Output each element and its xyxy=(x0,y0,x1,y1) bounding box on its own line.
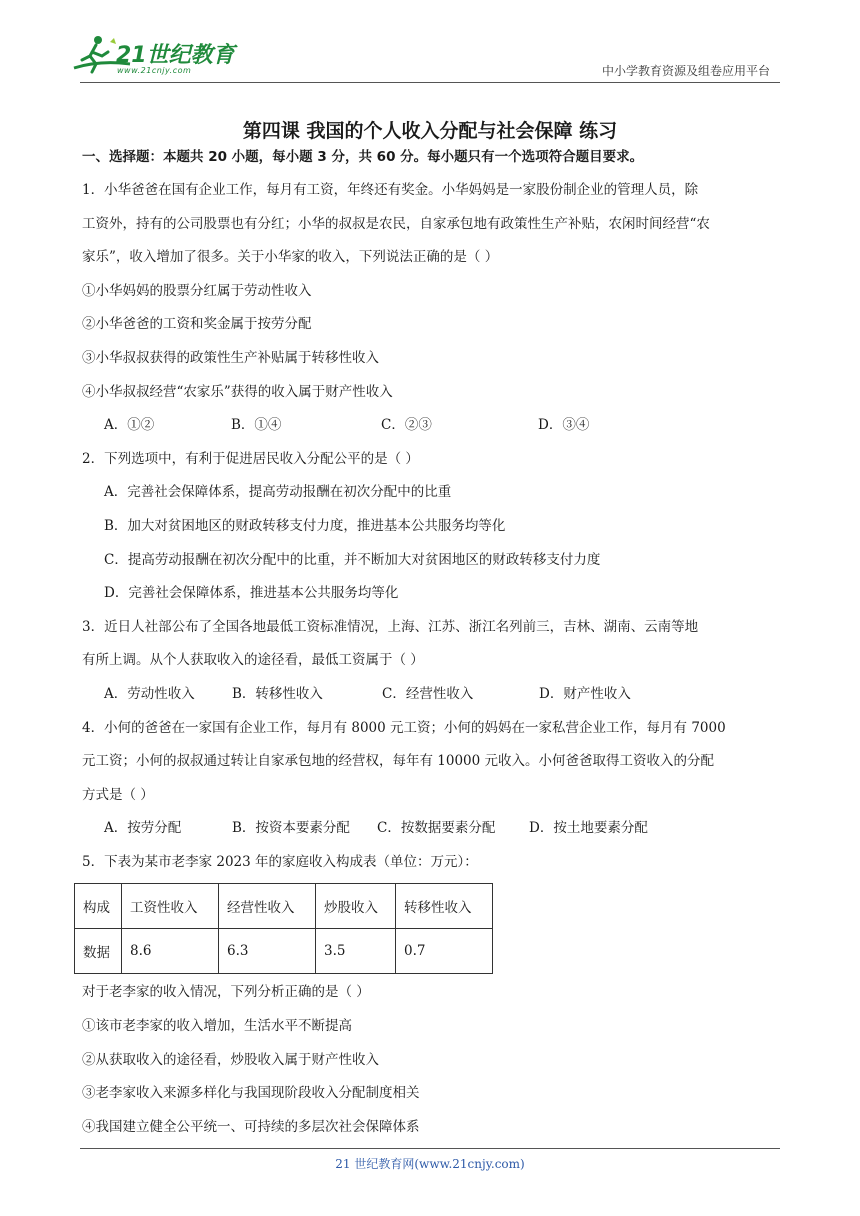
table-header-cell: 工资性收入 xyxy=(122,884,219,929)
q5-item-4: ④我国建立健全公平统一、可持续的多层次社会保障体系 xyxy=(82,1118,420,1135)
q4-options xyxy=(82,812,782,846)
header-divider xyxy=(80,82,780,83)
table-cell: 3.5 xyxy=(316,929,396,974)
q2-stem: 2．下列选项中，有利于促进居民收入分配公平的是（ ） xyxy=(82,450,419,467)
section-heading: 一、选择题：本题共 20 小题，每小题 3 分，共 60 分。每小题只有一个选项符合题目要求。 xyxy=(82,149,644,165)
q5-item-2: ②从获取收入的途径看，炒股收入属于财产性收入 xyxy=(82,1051,379,1068)
q2-option-c: C．提高劳动报酬在初次分配中的比重，并不断加大对贫困地区的财政转移支付力度 xyxy=(104,551,601,568)
q2-option-b: B．加大对贫困地区的财政转移支付力度，推进基本公共服务均等化 xyxy=(104,517,506,534)
q1-item-1: ①小华妈妈的股票分红属于劳动性收入 xyxy=(82,282,312,299)
header-platform-text: 中小学教育资源及组卷应用平台 xyxy=(601,64,770,78)
q3-line-2: 有所上调。从个人获取收入的途径看，最低工资属于（ ） xyxy=(82,652,424,669)
q1-option-a: A．①② xyxy=(104,417,155,434)
q3-option-b: B．转移性收入 xyxy=(232,685,323,702)
q1-item-4: ④小华叔叔经营“农家乐”获得的收入属于财产性收入 xyxy=(82,383,393,400)
table-header-cell: 经营性收入 xyxy=(219,884,316,929)
table-header-cell: 炒股收入 xyxy=(316,884,396,929)
q1-option-d: D．③④ xyxy=(538,417,590,434)
q4-line-1: 4．小何的爸爸在一家国有企业工作，每月有 8000 元工资；小何的妈妈在一家私营企业工作，每月有 7000 xyxy=(82,719,726,736)
q1-line-3: 家乐”，收入增加了很多。关于小华家的收入，下列说法正确的是（ ） xyxy=(82,249,499,266)
logo-url: www.21cnjy.com xyxy=(117,66,192,75)
footer-link[interactable]: 21 世纪教育网(www.21cnjy.com) xyxy=(335,1157,525,1171)
q2-option-a: A．完善社会保障体系，提高劳动报酬在初次分配中的比重 xyxy=(104,484,452,501)
question-content xyxy=(82,146,782,1144)
table-header-cell: 转移性收入 xyxy=(396,884,493,929)
q4-option-c: C．按数据要素分配 xyxy=(377,820,496,837)
q1-item-2: ②小华爸爸的工资和奖金属于按劳分配 xyxy=(82,316,312,333)
q5-item-1: ①该市老李家的收入增加，生活水平不断提高 xyxy=(82,1018,352,1035)
footer-divider xyxy=(80,1148,780,1149)
q4-line-2: 元工资；小何的叔叔通过转让自家承包地的经营权，每年有 10000 元收入。小何爸爸取得工资收入的分配 xyxy=(82,753,715,770)
table-row xyxy=(75,929,493,974)
q5-stem: 5．下表为某市老李家 2023 年的家庭收入构成表（单位：万元）： xyxy=(82,853,478,870)
table-header-cell: 构成 xyxy=(75,884,122,929)
q2-option-d: D．完善社会保障体系，推进基本公共服务均等化 xyxy=(104,585,399,602)
q3-option-a: A．劳动性收入 xyxy=(104,685,195,702)
q3-line-1: 3．近日人社部公布了全国各地最低工资标准情况，上海、江苏、浙江名列前三，吉林、湖南、云南等地 xyxy=(82,618,699,635)
q3-option-d: D．财产性收入 xyxy=(539,685,631,702)
q1-option-c: C．②③ xyxy=(381,417,432,434)
table-cell: 8.6 xyxy=(122,929,219,974)
logo-text: 21世纪教育 xyxy=(116,43,235,68)
q1-options xyxy=(82,409,782,443)
page-title: 第四课 我国的个人收入分配与社会保障 练习 xyxy=(242,120,618,142)
q5-item-3: ③老李家收入来源多样化与我国现阶段收入分配制度相关 xyxy=(82,1085,420,1102)
table-cell: 数据 xyxy=(75,929,122,974)
q1-line-2: 工资外，持有的公司股票也有分红；小华的叔叔是农民，自家承包地有政策性生产补贴，农闲时间经营“农 xyxy=(82,215,710,232)
table-cell: 6.3 xyxy=(219,929,316,974)
q1-item-3: ③小华叔叔获得的政策性生产补贴属于转移性收入 xyxy=(82,349,379,366)
q4-line-3: 方式是（ ） xyxy=(82,786,154,803)
q4-option-d: D．按土地要素分配 xyxy=(529,820,648,837)
q1-option-b: B．①④ xyxy=(231,417,282,434)
table-row xyxy=(75,884,493,929)
q3-options xyxy=(82,678,782,712)
q1-line-1: 1．小华爸爸在国有企业工作，每月有工资，年终还有奖金。小华妈妈是一家股份制企业的管理人员，除 xyxy=(82,182,699,198)
q3-option-c: C．经营性收入 xyxy=(382,685,474,702)
q4-option-b: B．按资本要素分配 xyxy=(232,820,350,837)
q4-option-a: A．按劳分配 xyxy=(104,820,182,837)
table-cell: 0.7 xyxy=(396,929,493,974)
income-table xyxy=(74,883,493,974)
q5-question: 对于老李家的收入情况，下列分析正确的是（ ） xyxy=(82,984,370,1001)
